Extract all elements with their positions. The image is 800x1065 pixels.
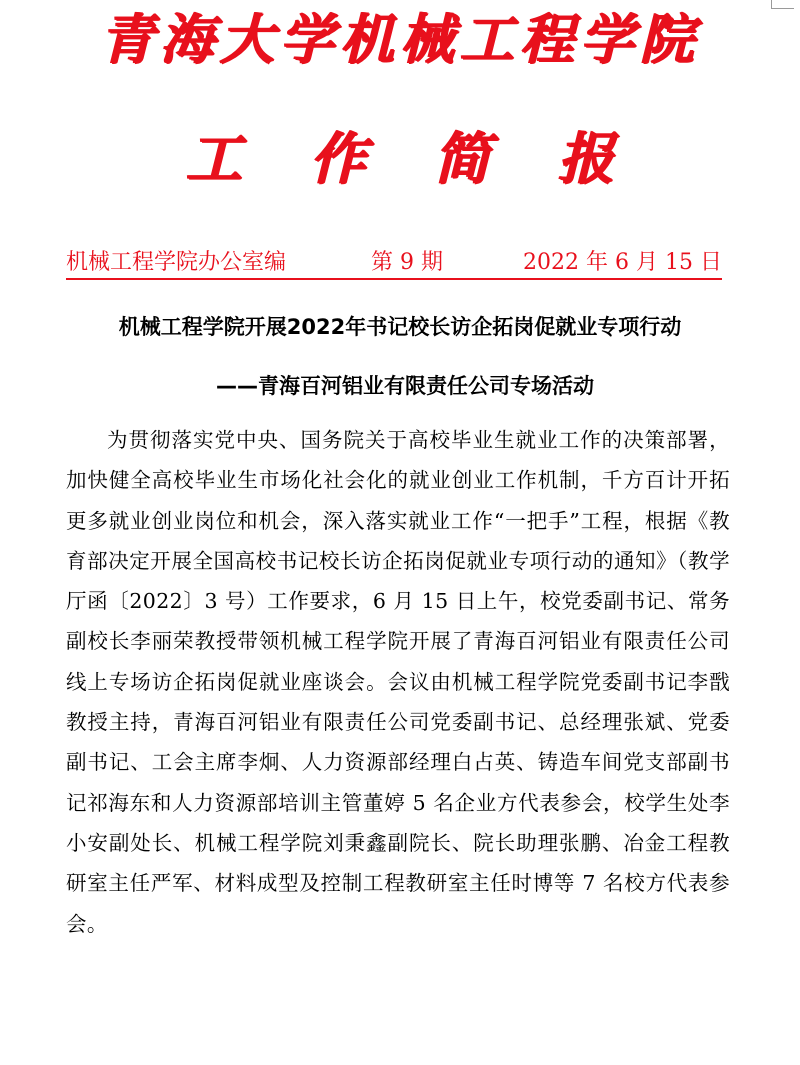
issue-info-line <box>66 248 722 280</box>
masthead-subtitle: 工作简报 <box>186 126 682 192</box>
masthead-title: 青海大学机械工程学院 <box>100 7 700 71</box>
article-headline: 机械工程学院开展2022年书记校长访企拓岗促就业专项行动 <box>118 315 682 339</box>
article-subheadline: ——青海百河铝业有限责任公司专场活动 <box>216 374 594 398</box>
article-body-paragraph: 为贯彻落实党中央、国务院关于高校毕业生就业工作的决策部署，加快健全高校毕业生市场化社会化的就业创业工作机制，千方百计开拓更多就业创业岗位和机会，深入落实就业工作“一把手”工程，根据《教育部决定开展全国高校书记校长访企拓岗促就业专项行动的通知》（教学厅函〔2022〕3 号）工作要求，6 月 15 日上午，校党委副书记、常务副校长李丽荣教授带领机械工程学院开展了青海百河铝业有限责任公司线上专场访企拓岗促就业座谈会。会议由机械工程学院党委副书记李戬教授主持，青海百河铝业有限责任公司党委副书记、总经理张斌、党委副书记、工会主席李炯、人力资源部经理白占英、铸造车间党支部副书记祁海东和人力资源部培训主管董婷 5 名企业方代表参会，校学生处李小安副处长、机械工程学院刘秉鑫副院长、院长助理张鹏、冶金工程教研室主任严军、材料成型及控制工程教研室主任时博等 7 名校方代表参会。 <box>66 428 730 936</box>
issue-editor: 机械工程学院办公室编 <box>66 250 287 275</box>
issue-number: 第 9 期 <box>371 250 443 275</box>
issue-date: 2022 年 6 月 15 日 <box>523 250 722 275</box>
